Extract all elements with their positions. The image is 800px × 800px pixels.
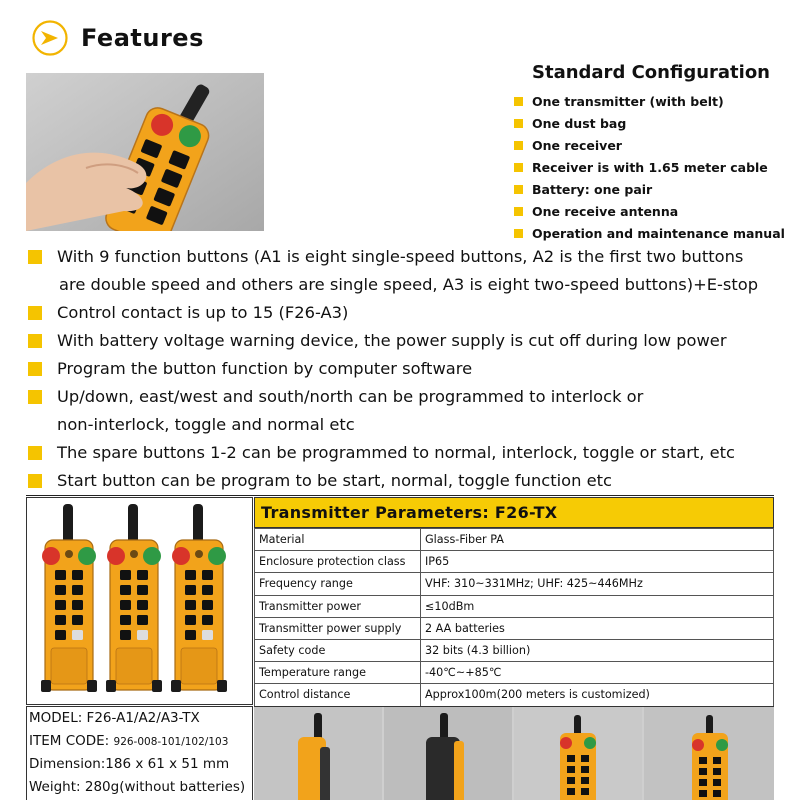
feature-text: are double speed and others are single speed, A3 is eight two-speed buttons)+E-stop [59,275,759,294]
param-value: Glass-Fiber PA [421,529,774,551]
remote-a2-image [106,504,162,692]
item-code [27,730,252,754]
param-key: Material [255,529,421,551]
three-remotes-photo [26,497,253,705]
feature-text: Control contact is up to 15 (F26-A3) [57,303,349,322]
feature-text: The spare buttons 1-2 can be programmed to normal, interlock, toggle or start, etc [57,443,735,462]
square-bullet-icon [28,446,42,460]
page-title: Features [81,24,204,52]
dimension: Dimension:186 x 61 x 51 mm [29,756,230,772]
square-bullet-icon [28,306,42,320]
features-logo-icon [32,20,68,56]
config-item: One receive antenna [514,200,785,222]
square-bullet-icon [514,229,523,238]
section-divider [26,495,774,496]
param-value: 32 bits (4.3 billion) [421,639,774,661]
param-key: Transmitter power supply [255,617,421,639]
remote-a1-image [41,504,97,692]
feature-item [28,355,788,383]
hand-holding-remote-photo [26,73,264,231]
config-item: One dust bag [514,112,785,134]
param-key: Frequency range [255,573,421,595]
table-row [255,529,774,551]
feature-item [28,327,788,355]
param-value: 2 AA batteries [421,617,774,639]
config-item: Battery: one pair [514,178,785,200]
feature-item [28,243,788,299]
param-value: VHF: 310~331MHz; UHF: 425~446MHz [421,573,774,595]
table-row [255,551,774,573]
param-key: Safety code [255,639,421,661]
square-bullet-icon [28,362,42,376]
square-bullet-icon [514,163,523,172]
param-key: Transmitter power [255,595,421,617]
config-item: One transmitter (with belt) [514,90,785,112]
param-value: IP65 [421,551,774,573]
feature-text: Up/down, east/west and south/north can be programmed to interlock or [57,387,644,406]
param-key: Enclosure protection class [255,551,421,573]
transmitter-parameters [254,497,774,707]
feature-text: Program the button function by computer software [57,359,473,378]
square-bullet-icon [514,141,523,150]
remote-a3-image [171,504,227,692]
feature-text: Start button can be program to be start, normal, toggle function etc [57,471,612,490]
square-bullet-icon [514,185,523,194]
feature-item [28,299,788,327]
square-bullet-icon [514,119,523,128]
square-bullet-icon [28,474,42,488]
weight: Weight: 280g(without batteries) [29,778,246,795]
feature-list [28,243,788,495]
model-info [26,706,253,800]
square-bullet-icon [28,334,42,348]
table-row [255,639,774,661]
feature-item [28,383,788,439]
item-code-label: ITEM CODE: [29,732,114,749]
table-row [255,684,774,706]
config-item: Receiver is with 1.65 meter cable [514,156,785,178]
config-item: One receiver [514,134,785,156]
feature-text: With battery voltage warning device, the power supply is cut off during low power [57,331,727,350]
table-row [255,617,774,639]
param-value: -40℃~+85℃ [421,662,774,684]
param-value: Approx100m(200 meters is customized) [421,684,774,706]
table-row [255,573,774,595]
product-views-photo [254,706,774,800]
parameters-title: Transmitter Parameters: F26-TX [254,497,774,528]
param-value: ≤10dBm [421,595,774,617]
feature-item [28,467,788,495]
feature-item [28,439,788,467]
standard-configuration-title: Standard Configuration [532,62,770,83]
square-bullet-icon [28,250,42,264]
feature-text: With 9 function buttons (A1 is eight single-speed buttons, A2 is the first two buttons [57,247,744,266]
param-key: Control distance [255,684,421,706]
model-number: MODEL: F26-A1/A2/A3-TX [29,710,200,726]
param-key: Temperature range [255,662,421,684]
feature-text: non-interlock, toggle and normal etc [57,415,355,434]
item-code-value: 926-008-101/102/103 [113,735,229,748]
square-bullet-icon [514,97,523,106]
standard-configuration-list [514,90,785,244]
parameters-table [254,528,774,707]
square-bullet-icon [514,207,523,216]
table-row [255,595,774,617]
square-bullet-icon [28,390,42,404]
config-item: Operation and maintenance manual [514,222,785,244]
table-row [255,662,774,684]
